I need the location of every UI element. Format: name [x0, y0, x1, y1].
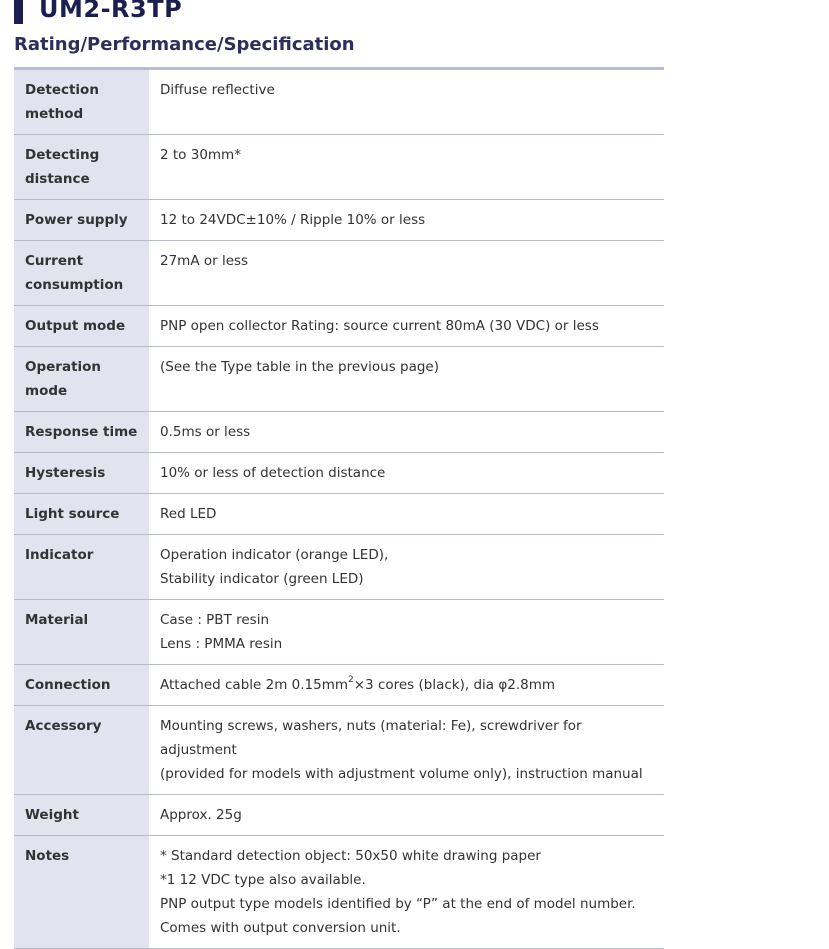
spec-label — [14, 347, 149, 412]
spec-label — [14, 241, 149, 306]
label-line: Notes — [25, 848, 70, 864]
spec-row-current-consumption — [14, 241, 664, 306]
label-line: Light source — [25, 506, 120, 522]
spec-row-hysteresis — [14, 453, 664, 494]
value-line: Comes with output conversion unit. — [160, 920, 401, 936]
value-line: Mounting screws, washers, nuts (material: Fe), screwdriver for adjustment — [160, 718, 582, 758]
label-line: Connection — [25, 677, 111, 693]
label-line: Operation mode — [25, 359, 102, 399]
spec-value — [149, 600, 664, 665]
value-text: ×3 cores (black), dia φ2.8mm — [353, 677, 556, 693]
spec-value — [149, 200, 664, 241]
value-line: 10% or less of detection distance — [160, 465, 386, 481]
spec-label — [14, 453, 149, 494]
spec-value — [149, 347, 664, 412]
spec-row-material — [14, 600, 664, 665]
title-block — [14, 0, 182, 26]
spec-label — [14, 306, 149, 347]
spec-value — [149, 241, 664, 306]
spec-label — [14, 494, 149, 535]
section-heading: Rating/Performance/Specification — [14, 34, 355, 55]
spec-label — [14, 535, 149, 600]
label-line: Material — [25, 612, 89, 628]
spec-label — [14, 836, 149, 949]
label-line: Power supply — [25, 212, 128, 228]
spec-value — [149, 135, 664, 200]
label-line: Output mode — [25, 318, 126, 334]
spec-row-accessory — [14, 706, 664, 795]
value-line: 12 to 24VDC±10% / Ripple 10% or less — [160, 212, 426, 228]
spec-label — [14, 665, 149, 706]
spec-value — [149, 412, 664, 453]
spec-row-detecting-distance — [14, 135, 664, 200]
spec-row-detection-method — [14, 69, 664, 135]
spec-label — [14, 412, 149, 453]
label-line: Weight — [25, 807, 79, 823]
value-line: *1 12 VDC type also available. — [160, 872, 366, 888]
spec-value — [149, 494, 664, 535]
label-line: consumption — [25, 277, 124, 293]
spec-row-output-mode — [14, 306, 664, 347]
spec-row-operation-mode — [14, 347, 664, 412]
spec-row-weight — [14, 795, 664, 836]
value-line: PNP open collector Rating: source current 80mA (30 VDC) or less — [160, 318, 599, 334]
spec-value — [149, 665, 664, 706]
value-line: 2 to 30mm* — [160, 147, 241, 163]
value-line: 27mA or less — [160, 253, 249, 269]
label-line: Detecting — [25, 147, 100, 163]
value-line: (provided for models with adjustment volume only), instruction manual — [160, 766, 643, 782]
spec-label — [14, 706, 149, 795]
value-line: 0.5ms or less — [160, 424, 251, 440]
spec-value — [149, 535, 664, 600]
value-line: Case : PBT resin — [160, 612, 270, 628]
superscript: 2 — [348, 675, 354, 685]
label-line: Response time — [25, 424, 138, 440]
spec-row-response-time — [14, 412, 664, 453]
label-line: Detection — [25, 82, 99, 98]
spec-row-indicator — [14, 535, 664, 600]
spec-table — [14, 67, 664, 949]
spec-value — [149, 795, 664, 836]
value-line: Diffuse reflective — [160, 82, 275, 98]
label-line: Accessory — [25, 718, 102, 734]
spec-row-notes — [14, 836, 664, 949]
value-line: Stability indicator (green LED) — [160, 571, 364, 587]
spec-value — [149, 306, 664, 347]
page-title: UM2-R3TP — [39, 0, 183, 23]
spec-value — [149, 69, 664, 135]
value-line: Operation indicator (orange LED), — [160, 547, 389, 563]
label-line: method — [25, 106, 84, 122]
value-line: (See the Type table in the previous page) — [160, 359, 440, 375]
spec-label — [14, 69, 149, 135]
title-accent-bar — [14, 0, 23, 24]
spec-row-light-source — [14, 494, 664, 535]
spec-row-power-supply — [14, 200, 664, 241]
value-line — [160, 673, 654, 697]
spec-label — [14, 135, 149, 200]
value-line: * Standard detection object: 50x50 white drawing paper — [160, 848, 541, 864]
label-line: Current — [25, 253, 84, 269]
value-line: Red LED — [160, 506, 217, 522]
value-line: Lens : PMMA resin — [160, 636, 283, 652]
value-line: Approx. 25g — [160, 807, 242, 823]
spec-value — [149, 453, 664, 494]
spec-value — [149, 706, 664, 795]
spec-row-connection — [14, 665, 664, 706]
label-line: Indicator — [25, 547, 94, 563]
label-line: Hysteresis — [25, 465, 106, 481]
value-text: Attached cable 2m 0.15mm — [160, 677, 349, 693]
spec-value — [149, 836, 664, 949]
spec-label — [14, 200, 149, 241]
spec-label — [14, 795, 149, 836]
label-line: distance — [25, 171, 90, 187]
value-line: PNP output type models identified by “P” at the end of model number. — [160, 896, 636, 912]
spec-label — [14, 600, 149, 665]
